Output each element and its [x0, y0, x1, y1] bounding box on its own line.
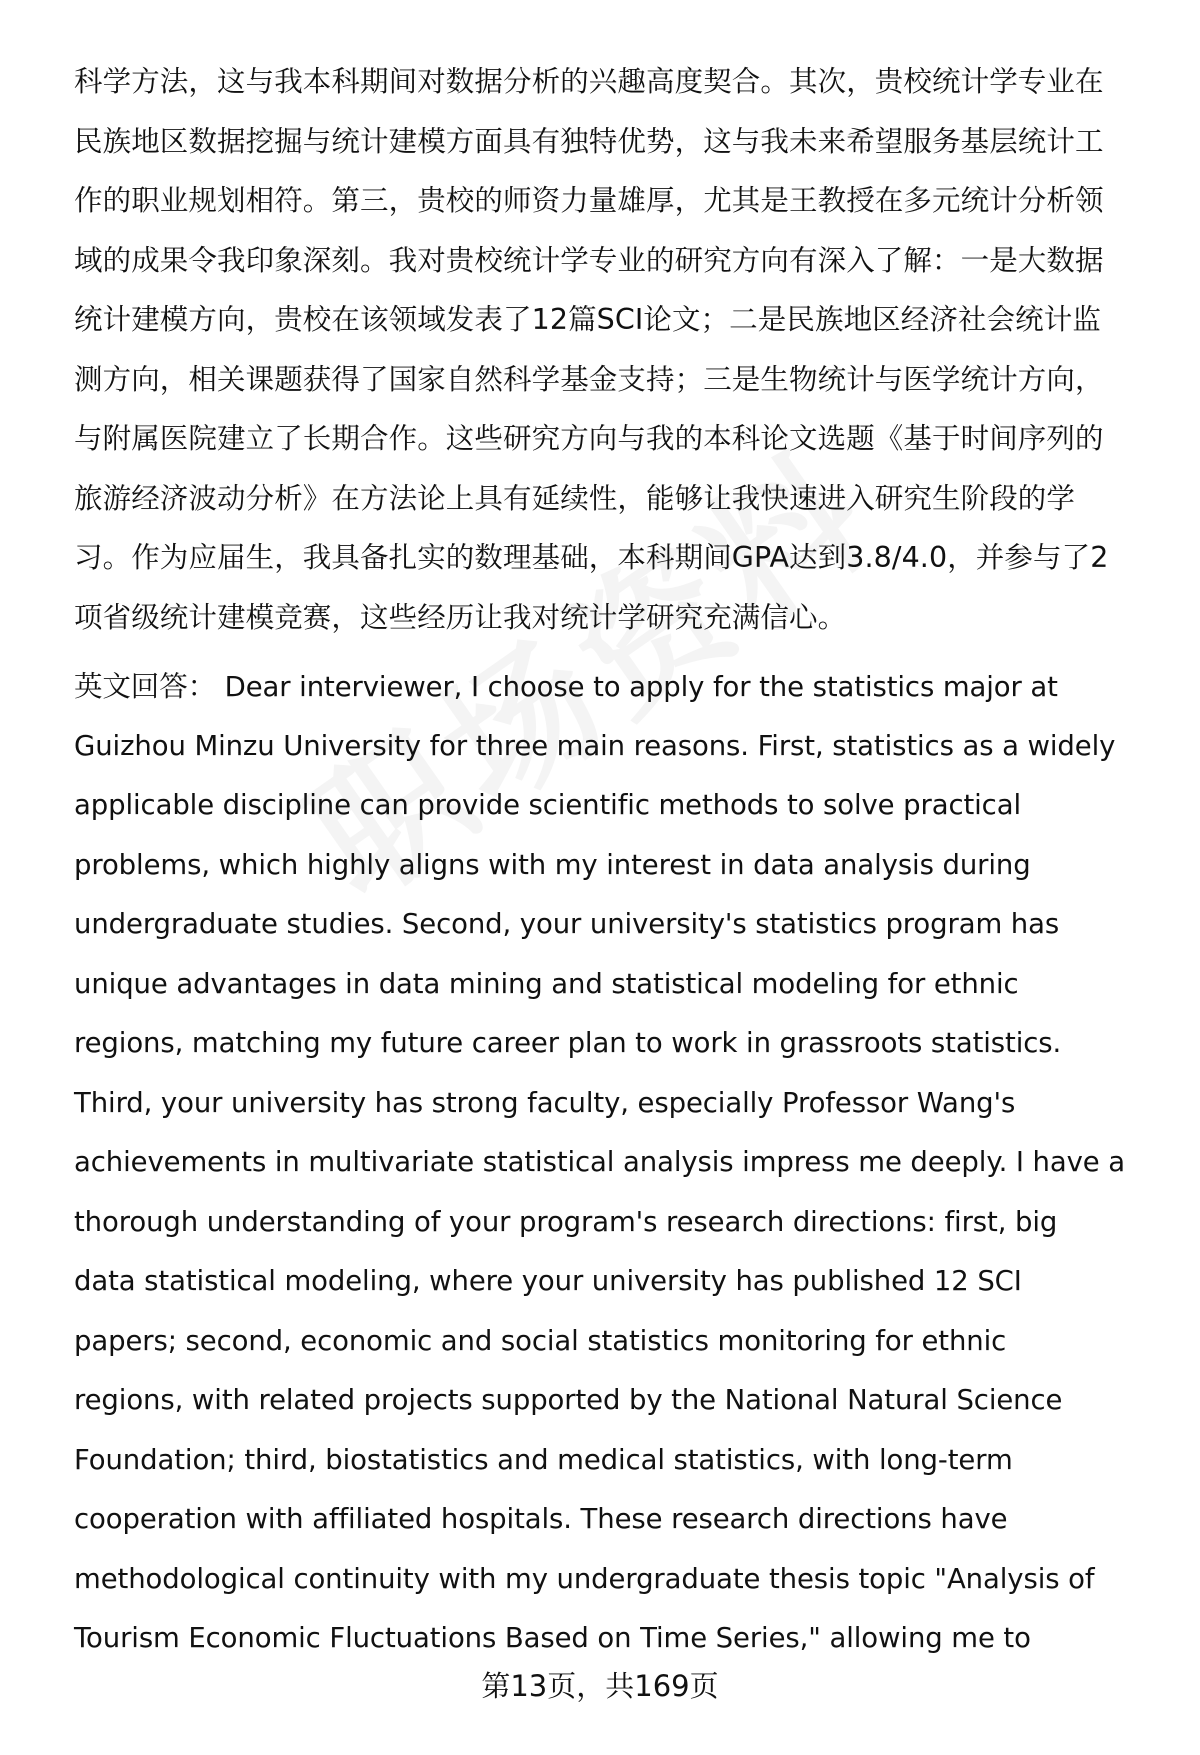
english-answer-paragraph	[74, 657, 1146, 1669]
paragraph-gap	[74, 647, 1146, 657]
text-line: 旅游经济波动分析》在方法论上具有延续性，能够让我快速进入研究生阶段的学	[74, 481, 1076, 515]
chinese-answer-paragraph	[74, 52, 1146, 647]
text-line: Foundation; third, biostatistics and medical statistics, with long-term	[74, 1443, 1013, 1476]
text-line: 民族地区数据挖掘与统计建模方面具有独特优势，这与我未来希望服务基层统计工	[74, 124, 1104, 158]
text-line: 项省级统计建模竞赛，这些经历让我对统计学研究充满信心。	[74, 600, 847, 634]
text-line: 与附属医院建立了长期合作。这些研究方向与我的本科论文选题《基于时间序列的	[74, 422, 1104, 455]
text-line: 习。作为应届生，我具备扎实的数理基础，本科期间GPA达到3.8/4.0，并参与了2	[74, 541, 1109, 574]
text-line: 作的职业规划相符。第三，贵校的师资力量雄厚，尤其是王教授在多元统计分析领	[74, 184, 1104, 217]
text-line: Guizhou Minzu University for three main reasons. First, statistics as a widely	[74, 729, 1116, 762]
english-answer-label: 英文回答：	[74, 670, 217, 703]
text-line: undergraduate studies. Second, your university's statistics program has	[74, 908, 1060, 940]
text-line-content: Dear interviewer, I choose to apply for the statistics major at	[216, 671, 1058, 703]
text-line: Third, your university has strong faculty, especially Professor Wang's	[74, 1086, 1016, 1119]
text-line: thorough understanding of your program's research directions: first, big	[74, 1205, 1058, 1238]
document-page	[74, 52, 1146, 1669]
text-line: cooperation with affiliated hospitals. These research directions have	[74, 1503, 1008, 1535]
text-line: unique advantages in data mining and statistical modeling for ethnic	[74, 967, 1019, 1000]
text-line: Tourism Economic Fluctuations Based on Time Series," allowing me to	[74, 1622, 1031, 1654]
text-line: problems, which highly aligns with my interest in data analysis during	[74, 848, 1031, 881]
text-line: regions, with related projects supported by the National Natural Science	[74, 1384, 1063, 1416]
text-line: regions, matching my future career plan to work in grassroots statistics.	[74, 1027, 1062, 1059]
text-line: 域的成果令我印象深刻。我对贵校统计学专业的研究方向有深入了解：一是大数据	[74, 243, 1104, 277]
text-line: 测方向，相关课题获得了国家自然科学基金支持；三是生物统计与医学统计方向，	[74, 362, 1104, 396]
page-number: 第13页，共169页	[481, 1669, 719, 1703]
text-line: achievements in multivariate statistical analysis impress me deeply. I have a	[74, 1146, 1125, 1178]
text-line	[74, 657, 1146, 717]
text-line: 统计建模方向，贵校在该领域发表了12篇SCI论文；二是民族地区经济社会统计监	[74, 303, 1101, 336]
text-line: applicable discipline can provide scientific methods to solve practical	[74, 789, 1021, 821]
text-line: 科学方法，这与我本科期间对数据分析的兴趣高度契合。其次，贵校统计学专业在	[74, 65, 1104, 98]
text-line: data statistical modeling, where your university has published 12 SCI	[74, 1265, 1022, 1297]
text-line: methodological continuity with my undergraduate thesis topic "Analysis of	[74, 1562, 1095, 1595]
text-line: papers; second, economic and social statistics monitoring for ethnic	[74, 1324, 1007, 1357]
